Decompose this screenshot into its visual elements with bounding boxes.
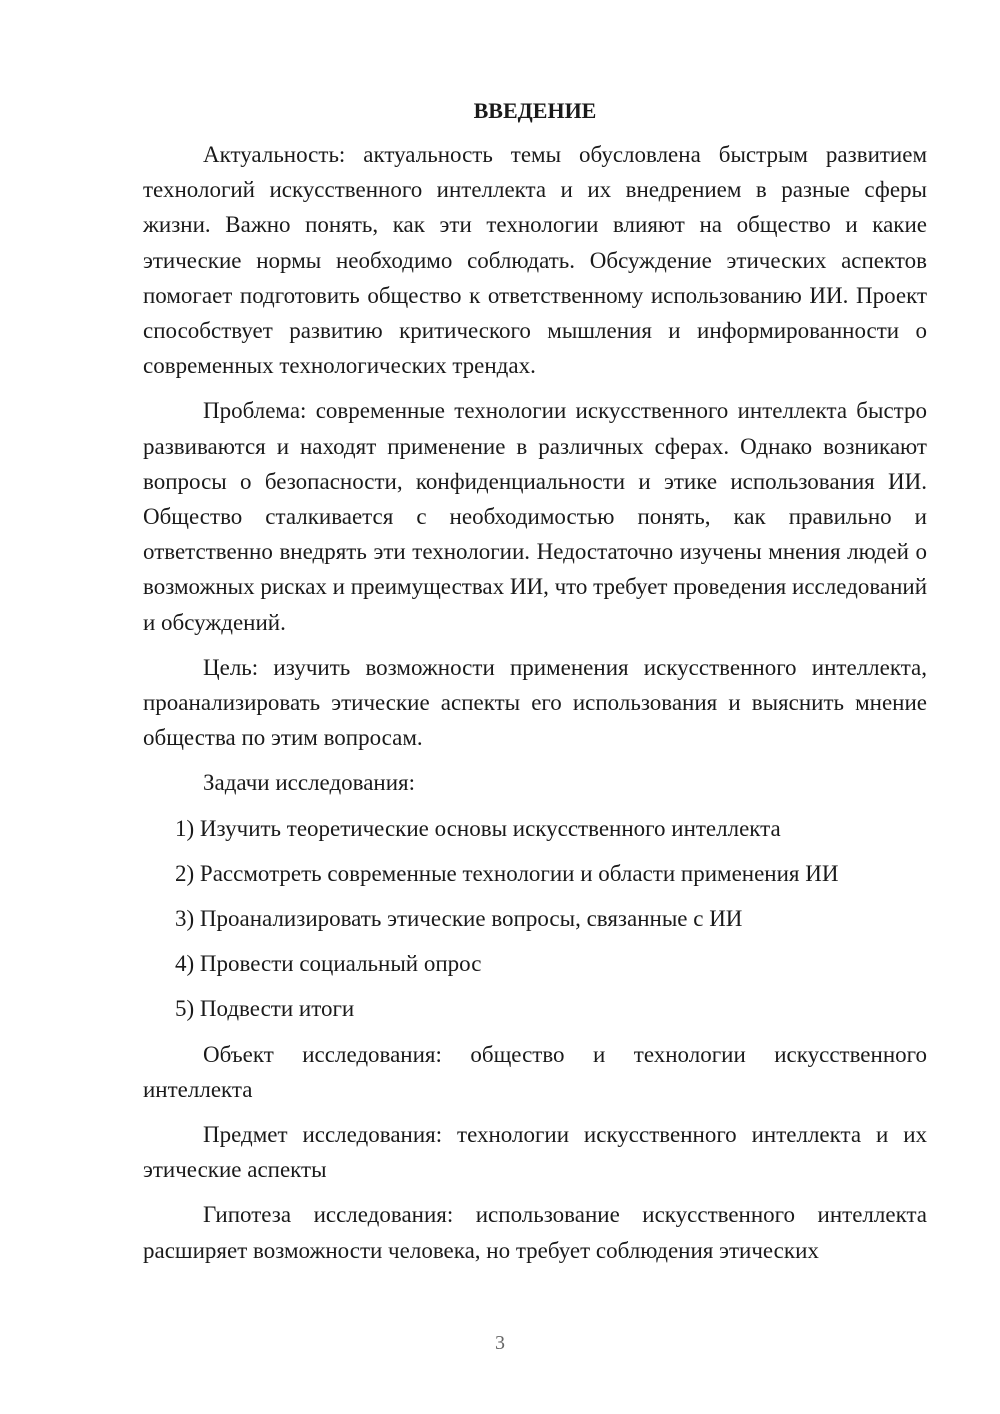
paragraph-relevance: Актуальность: актуальность темы обусловлена быстрым развитием технологий искусственного интеллекта и их внедрением в разные сферы жизни. Важно понять, как эти технологии влияют на общество и какие этические нормы необходимо соблюдать. Обсуждение этических аспектов помогает подготовить общество к ответственному использованию ИИ. Проект способствует развитию критического мышления и информированности о современных технологических трендах.: [143, 142, 927, 379]
paragraph-subject: Предмет исследования: технологии искусственного интеллекта и их этические аспекты: [143, 1122, 927, 1183]
paragraph-hypothesis: Гипотеза исследования: использование искусственного интеллекта расширяет возможности человека, но требует соблюдения этических: [143, 1202, 927, 1263]
task-item-4: 4) Провести социальный опрос: [175, 951, 482, 977]
tasks-heading: Задачи исследования:: [203, 770, 416, 796]
tasks-list: [143, 811, 927, 1027]
page-title: ВВЕДЕНИЕ: [473, 98, 597, 123]
task-item-1: 1) Изучить теоретические основы искусственного интеллекта: [175, 815, 781, 841]
paragraph-goal: Цель: изучить возможности применения искусственного интеллекта, проанализировать этические аспекты его использования и выяснить мнение общества по этим вопросам.: [143, 654, 927, 751]
task-item-5: 5) Подвести итоги: [175, 996, 355, 1022]
task-item-3: 3) Проанализировать этические вопросы, связанные с ИИ: [175, 906, 743, 932]
task-item-2: 2) Рассмотреть современные технологии и области применения ИИ: [175, 860, 839, 886]
paragraph-object: Объект исследования: общество и технологии искусственного интеллекта: [143, 1041, 927, 1102]
page-number: 3: [495, 1332, 505, 1354]
paragraph-problem: Проблема: современные технологии искусственного интеллекта быстро развиваются и находят применение в различных сферах. Однако возникают вопросы о безопасности, конфиденциальности и этике использования ИИ. Общество сталкивается с необходимостью понять, как правильно и ответственно внедрять эти технологии. Недостаточно изучены мнения людей о возможных рисках и преимуществах ИИ, что требует проведения исследований и обсуждений.: [143, 398, 928, 635]
page-content: [143, 96, 927, 1278]
